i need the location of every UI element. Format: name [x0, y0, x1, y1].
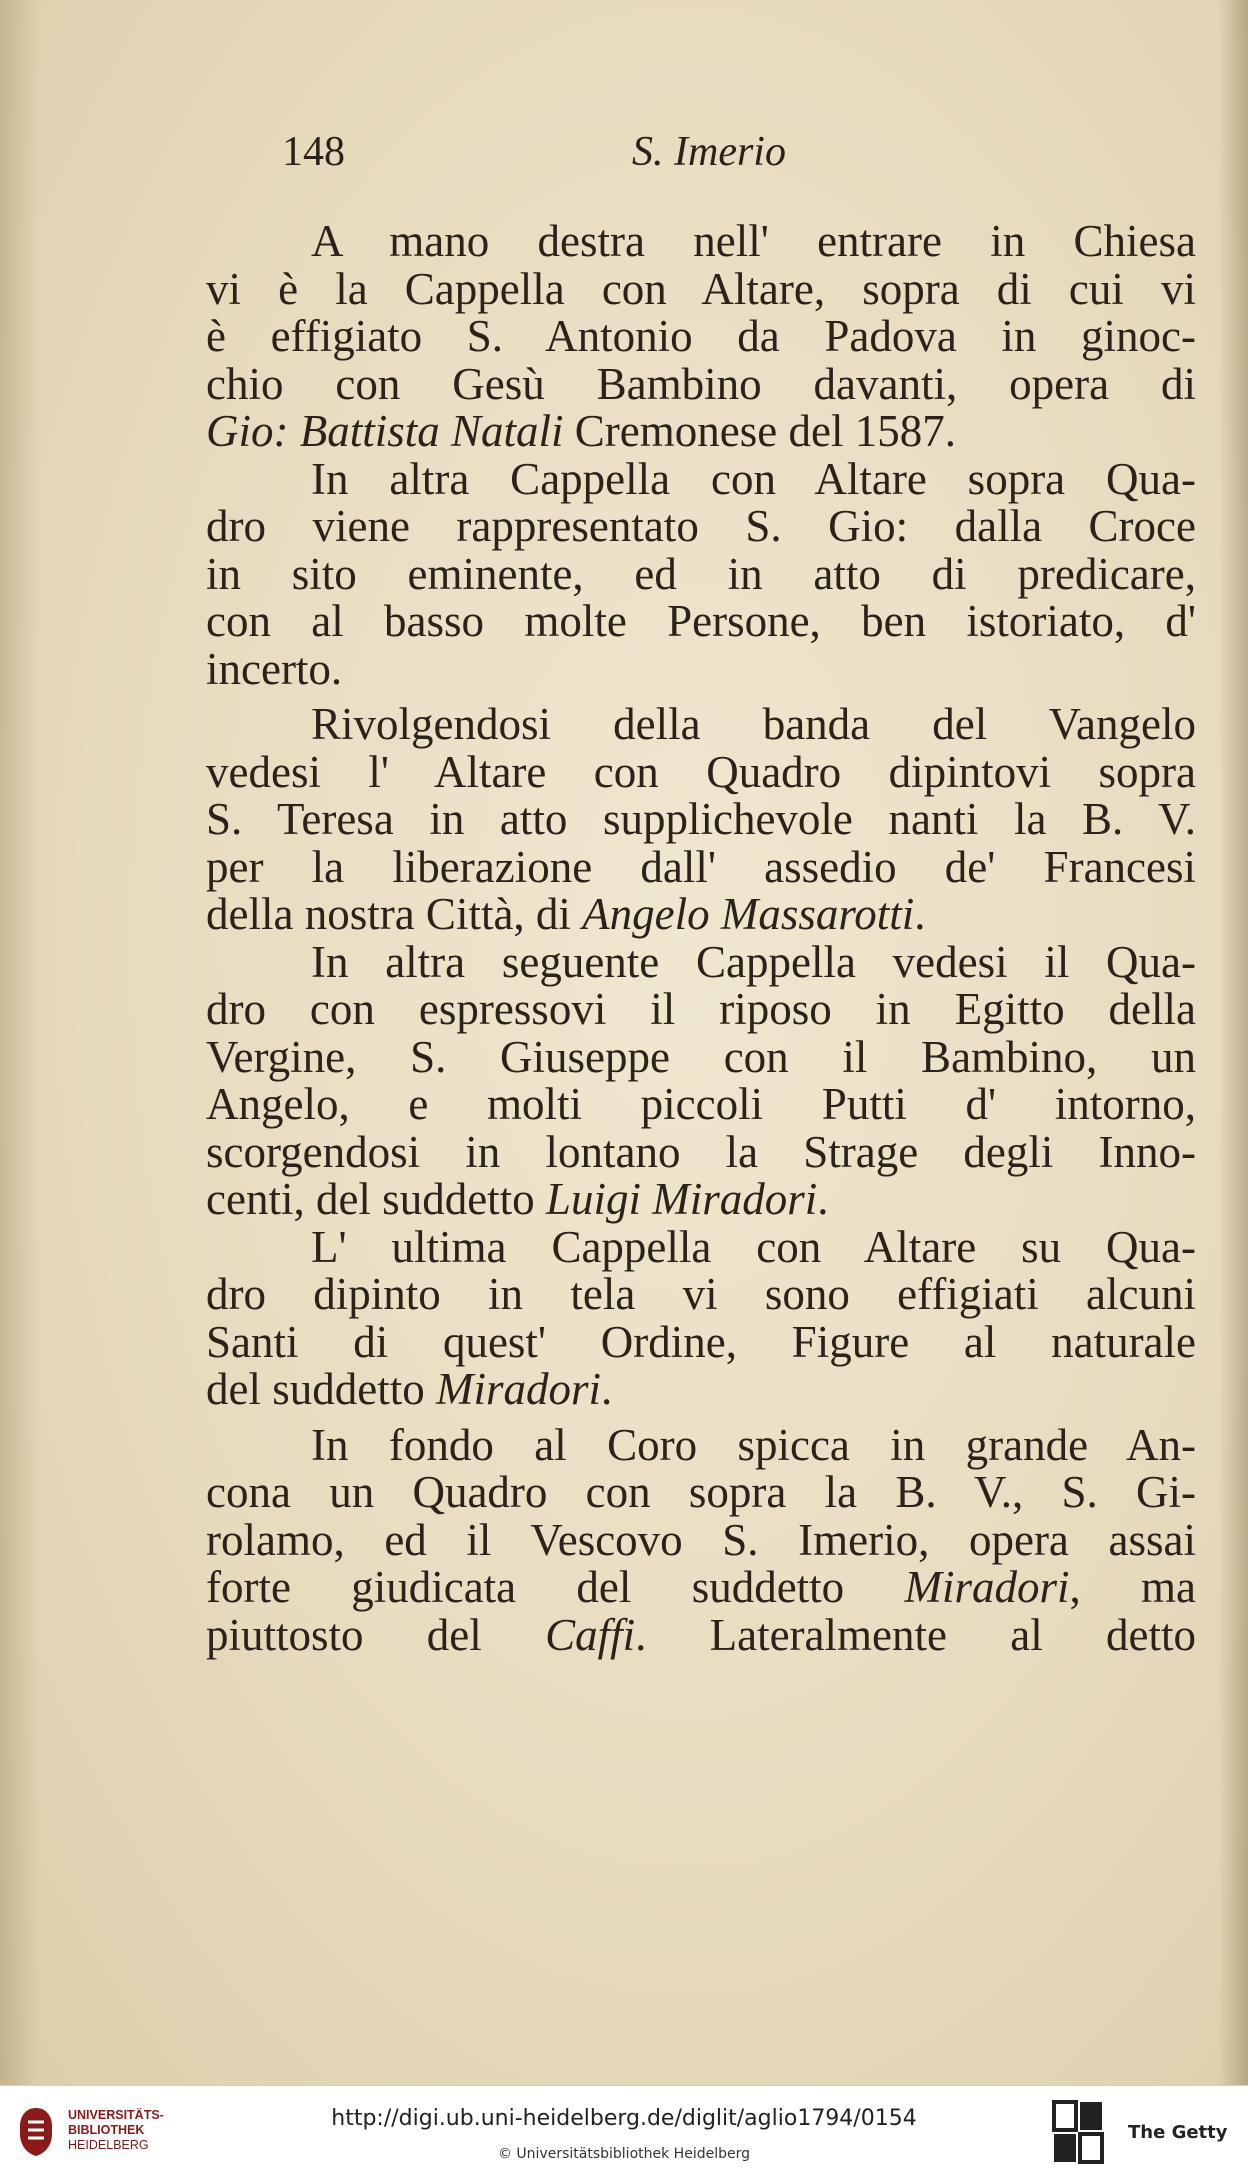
paragraph-2 [206, 453, 1196, 694]
getty-logo-icon [1052, 2100, 1104, 2164]
body-text [206, 218, 1196, 1659]
text-line: Santi di quest' Ordine, Figure al naturale [206, 1316, 1196, 1367]
copyright-notice: © Universitätsbibliothek Heidelberg [497, 2146, 750, 2162]
artist-name: Caffi [545, 1609, 636, 1660]
text-line: A mano destra nell' entrare in Chiesa [311, 216, 1196, 266]
text-line: Rivolgendosi della banda del Vangelo [311, 699, 1196, 749]
text-line: In altra Cappella con Altare sopra Qua- [311, 453, 1196, 504]
text-line: vi è la Cappella con Altare, sopra di cui vi [206, 263, 1196, 314]
text-line [206, 1366, 1196, 1414]
artist-name: Luigi Miradori [545, 1174, 818, 1224]
library-name-line: UNIVERSITÄTS- [68, 2108, 164, 2122]
text-line: Vergine, S. Giuseppe con il Bambino, un [206, 1031, 1196, 1082]
text-line: dro viene rappresentato S. Gio: dalla Croce [206, 501, 1196, 551]
text-line [206, 408, 1196, 456]
text-line: con al basso molte Persone, ben istoriato, d' [206, 596, 1196, 646]
text-fragment: , ma [1069, 1562, 1196, 1612]
text-fragment: forte giudicata del suddetto [206, 1562, 905, 1612]
text-line [206, 1564, 1196, 1612]
artist-name: Miradori [904, 1562, 1070, 1612]
artist-name: Miradori [435, 1364, 601, 1414]
text-fragment: piuttosto del [206, 1609, 546, 1660]
text-line: in sito eminente, ed in atto di predicare, [206, 548, 1196, 599]
text-line [206, 1176, 1196, 1224]
text-fragment: . [817, 1174, 829, 1224]
text-line: è effigiato S. Antonio da Padova in ginoc- [206, 311, 1196, 361]
artist-name: Gio: Battista Natali [206, 406, 564, 456]
library-name-line: BIBLIOTHEK [68, 2123, 145, 2137]
permalink-url[interactable]: http://digi.ub.uni-heidelberg.de/diglit/aglio1794/0154 [331, 2106, 917, 2131]
text-line [206, 891, 1196, 939]
text-line: dro con espressovi il riposo in Egitto della [206, 984, 1196, 1034]
page-header [282, 128, 822, 178]
text-line: Angelo, e molti piccoli Putti d' intorno, [206, 1079, 1196, 1129]
text-line: In fondo al Coro spicca in grande An- [311, 1419, 1196, 1470]
text-line: dro dipinto in tela vi sono effigiati alcuni [206, 1269, 1196, 1319]
text-line: scorgendosi in lontano la Strage degli Inno- [206, 1126, 1196, 1177]
text-fragment: della nostra Città, di [206, 889, 583, 939]
text-line: In altra seguente Cappella vedesi il Qua- [311, 936, 1196, 987]
text-line: cona un Quadro con sopra la B. V., S. Gi- [206, 1467, 1196, 1517]
partner-name: The Getty [1128, 2122, 1228, 2143]
text-line: per la liberazione dall' assedio de' Francesi [206, 841, 1196, 892]
text-fragment: centi, del suddetto [206, 1174, 546, 1224]
text-line: S. Teresa in atto supplichevole nanti la B. V. [206, 794, 1196, 844]
running-title: S. Imerio [632, 129, 786, 175]
library-name-line: HEIDELBERG [68, 2138, 149, 2152]
page-number: 148 [282, 129, 345, 175]
footer-bar [0, 2085, 1248, 2175]
text-fragment: del suddetto [206, 1364, 436, 1414]
paragraph-1 [206, 218, 1196, 456]
text-line: incerto. [206, 643, 343, 694]
text-fragment: . [914, 889, 926, 939]
paragraph-6 [206, 1419, 1196, 1660]
text-fragment: . Lateralmente al detto [635, 1609, 1196, 1660]
paragraph-3 [206, 701, 1196, 939]
text-line: L' ultima Cappella con Altare su Qua- [311, 1221, 1196, 1272]
paragraph-5 [206, 1221, 1196, 1414]
text-line: rolamo, ed il Vescovo S. Imerio, opera assai [206, 1514, 1196, 1565]
text-fragment: Cremonese del 1587. [563, 406, 956, 456]
text-fragment: . [600, 1364, 613, 1414]
text-line: vedesi l' Altare con Quadro dipintovi sopra [206, 746, 1196, 797]
artist-name: Angelo Massarotti [582, 889, 915, 939]
text-line: chio con Gesù Bambino davanti, opera di [206, 358, 1196, 409]
text-line [206, 1609, 1196, 1660]
paragraph-4 [206, 936, 1196, 1224]
